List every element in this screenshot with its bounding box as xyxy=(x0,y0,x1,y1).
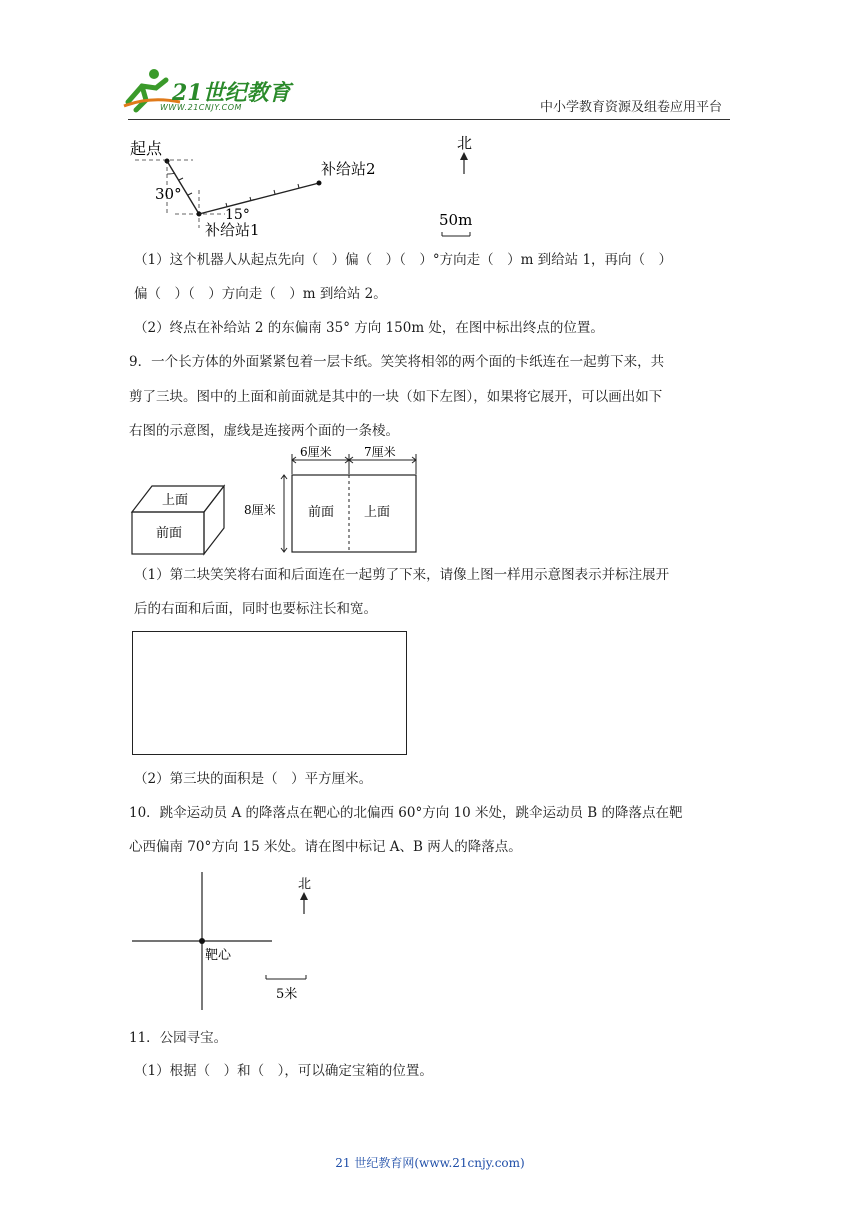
cuboid-side-face xyxy=(204,486,224,554)
logo-url: WWW.21CNJY.COM xyxy=(160,103,242,112)
q9-part1-line1: （1）第二块笑笑将右面和后面连在一起剪了下来，请像上图一样用示意图表示并标注展开 xyxy=(134,567,670,583)
station2-label: 补给站2 xyxy=(321,160,376,178)
header-divider xyxy=(128,119,730,120)
q9-line2: 剪了三块。图中的上面和前面就是其中的一块（如下左图），如果将它展开，可以画出如下 xyxy=(129,389,663,405)
q8-part2: （2）终点在补给站 2 的东偏南 35° 方向 150m 处，在图中标出终点的位置。 xyxy=(134,320,604,336)
q9-line1: 9．一个长方体的外面紧紧包着一层卡纸。笑笑将相邻的两个面的卡纸连在一起剪下来，共 xyxy=(129,354,665,370)
cuboid-figure xyxy=(128,442,428,557)
q8-part1-line1: （1）这个机器人从起点先向（ ）偏（ ）（ ）°方向走（ ）m 到给站 1，再向（ ） xyxy=(134,252,673,268)
q9-line3: 右图的示意图，虚线是连接两个面的一条棱。 xyxy=(129,423,399,439)
q10-line2: 心西偏南 70°方向 15 米处。请在图中标记 A、B 两人的降落点。 xyxy=(129,839,522,855)
cuboid-front-label: 前面 xyxy=(156,526,183,541)
angle-15-label: 15° xyxy=(225,207,250,223)
q11-part1: （1）根据（ ）和（ ），可以确定宝箱的位置。 xyxy=(134,1063,433,1079)
target-diagram xyxy=(128,868,328,1013)
start-label: 起点 xyxy=(130,139,163,158)
platform-title: 中小学教育资源及组卷应用平台 xyxy=(540,100,723,115)
footer-link[interactable]: 21 世纪教育网(www.21cnjy.com) xyxy=(335,1156,525,1170)
station2-point xyxy=(317,181,322,186)
q9-part2: （2）第三块的面积是（ ）平方厘米。 xyxy=(134,771,373,787)
cuboid-top-label: 上面 xyxy=(162,493,189,508)
q10-line1: 10．跳伞运动员 A 的降落点在靶心的北偏西 60°方向 10 米处，跳伞运动员 B 的降落点在靶 xyxy=(129,805,683,821)
target-center-point xyxy=(199,938,205,944)
target-center-label: 靶心 xyxy=(205,948,232,963)
q10-north-label: 北 xyxy=(298,877,312,892)
north-label: 北 xyxy=(457,134,473,152)
q9-part1-line2: 后的右面和后面，同时也要标注长和宽。 xyxy=(134,601,377,617)
dim-7-label: 7厘米 xyxy=(364,445,396,459)
q11-title: 11．公园寻宝。 xyxy=(129,1030,228,1046)
net-top-label: 上面 xyxy=(364,505,391,520)
q10-scale-label: 5米 xyxy=(276,987,298,1002)
dim-8-label: 8厘米 xyxy=(244,503,276,517)
net-front-label: 前面 xyxy=(308,505,335,520)
scale-label: 50m xyxy=(439,211,473,229)
dim-6-label: 6厘米 xyxy=(300,445,332,459)
q8-part1-line2: 偏（ ）（ ）方向走（ ）m 到给站 2。 xyxy=(134,286,387,302)
answer-box[interactable] xyxy=(132,631,407,755)
angle-30-label: 30° xyxy=(155,185,182,203)
station1-label: 补给站1 xyxy=(205,221,260,239)
path-diagram xyxy=(125,128,485,243)
logo-text: 21世纪教育 xyxy=(172,80,291,106)
